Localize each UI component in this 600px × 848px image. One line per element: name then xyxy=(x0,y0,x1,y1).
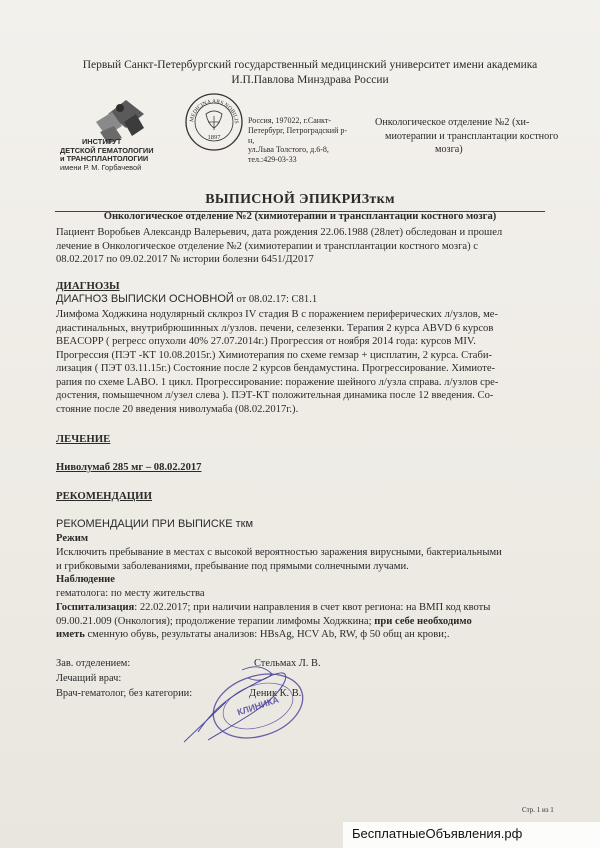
university-line-1: Первый Санкт-Петербургский государственный медицинский университет имени академика xyxy=(82,59,538,71)
diagnosis-line: рапия по схеме LABO. 1 цикл. Прогрессирование: поражение шейного л/узла справа. л/узлов сре- xyxy=(56,376,499,388)
department-line: мозга) xyxy=(435,144,463,155)
patient-info xyxy=(56,226,556,267)
university-line-2: И.П.Павлова Минздрава России xyxy=(231,74,389,86)
page-number: Стр. 1 из 1 xyxy=(522,806,554,814)
patient-line: Пациент Воробьев Александр Валерьевич, дата рождения 22.06.1988 (28лет) обследован и прошел xyxy=(56,227,503,238)
diagnosis-line: лизация ( ПЭТ 03.11.15г.) Состояние после 2 курсов бендамустина. Прогрессирование. Химиоте- xyxy=(56,363,496,374)
regime-label: Режим xyxy=(56,533,89,544)
diagnosis-line: BEACOPP ( регресс опухоли 40% 27.07.2014г.) Прогрессия от ноября 2014 года: курсов MIV. xyxy=(56,336,476,347)
head-of-department-label: Зав. отделением: xyxy=(56,658,131,669)
institute-line: имени Р. М. Горбачевой xyxy=(60,162,142,172)
diagnosis-line: стояние после 20 введения ниволумаба (08.02.2017г.). xyxy=(56,403,299,415)
attending-physician-label: Лечащий врач: xyxy=(56,673,122,684)
department-line: Онкологическое отделение №2 (хи- xyxy=(375,117,530,128)
treatment-line: Ниволумаб 285 мг – 08.02.2017 xyxy=(56,462,202,473)
patient-line: лечение в Онкологическое отделение №2 (химиотерапии и трансплантации костного мозга) с xyxy=(56,240,478,252)
hospitalization-label: Госпитализация xyxy=(56,602,135,613)
diagnoses-heading: ДИАГНОЗЫ xyxy=(56,280,120,292)
institute-line: и ТРАНСПЛАНТОЛОГИИ xyxy=(60,154,149,164)
regime-text xyxy=(56,546,556,573)
patient-line: 08.02.2017 по 09.02.2017 № истории болезни 6451/Д2017 xyxy=(56,254,314,265)
hospitalization-line-3a: иметь xyxy=(56,629,85,640)
recommendations-heading: РЕКОМЕНДАЦИИ xyxy=(56,490,152,502)
diagnosis-text xyxy=(56,308,556,416)
diagnosis-line: Лимфома Ходжкина нодулярный склкроз IV стадия В с поражением периферических л/узлов, ме- xyxy=(56,309,499,320)
svg-text:MEDICINA ARS NOBILISSIMA xyxy=(184,92,239,124)
address-line: Россия, 197022, г.Санкт- xyxy=(248,116,331,125)
clinic-address xyxy=(248,116,348,165)
stamp-text: КЛИНИКА xyxy=(235,694,281,718)
department-line: миотерапии и трансплантации костного xyxy=(385,130,559,142)
diagnosis-main xyxy=(56,293,556,307)
diagnosis-main-date: от 08.02.17: С81.1 xyxy=(236,294,318,305)
address-line: тел.:429-03-33 xyxy=(248,155,297,165)
university-seal xyxy=(184,92,244,152)
diagnosis-line: диастинальных, внутрибрюшинных л/узлов. печени, селезенки. Терапия 2 курса ABVD 6 курсов xyxy=(56,322,494,334)
university-header xyxy=(40,58,580,88)
treatment-heading: ЛЕЧЕНИЕ xyxy=(56,433,111,445)
regime-line: Исключить пребывание в местах с высокой вероятностью заражения вирусными, бактериальными xyxy=(56,547,502,558)
watermark: БесплатныеОбъявления.рф xyxy=(352,826,523,841)
hospitalization-line-1: : 22.02.2017; при наличии направления в счет квот региона: на ВМП код квоты xyxy=(134,602,491,613)
seal-text: MEDICINA ARS NOBILIS xyxy=(189,98,240,124)
document-title: ВЫПИСНОЙ ЭПИКРИЗткм xyxy=(205,192,395,207)
institute-line: ИНСТИТУТ xyxy=(82,137,122,146)
hematologist-name: Деник К. В. xyxy=(249,688,302,699)
observation-label: Наблюдение xyxy=(56,574,115,585)
department-header xyxy=(375,116,575,157)
diagnosis-line: Прогрессия (ПЭТ -КТ 10.08.2015г.) Химиотерапия по схеме гемзар + цисплатин, 2 курса. Стаби- xyxy=(56,349,493,361)
hospitalization-line-2a: 09.00.21.009 (Онкология); продолжение терапии лимфомы Ходжкина; xyxy=(56,615,372,627)
diagnosis-main-label: ДИАГНОЗ ВЫПИСКИ ОСНОВНОЙ xyxy=(56,293,234,305)
hematologist-label: Врач-гематолог, без категории: xyxy=(56,688,193,699)
recommendations-subheading: РЕКОМЕНДАЦИИ ПРИ ВЫПИСКЕ ткм xyxy=(56,518,254,530)
head-of-department-name: Стельмах Л. В. xyxy=(254,658,321,669)
diagnosis-line: достения, помышечном л/узел слева ). ПЭТ-КТ положительная динамика после 12 введения. Со- xyxy=(56,390,494,401)
seal-year: 1897 xyxy=(207,134,221,141)
institute-name xyxy=(60,138,180,172)
department-heading: Онкологическое отделение №2 (химиотерапии и трансплантации костного мозга) xyxy=(103,211,497,222)
address-line: ул.Льва Толстого, д.6-8, xyxy=(248,145,329,155)
observation-text: гематолога: по месту жительства xyxy=(56,588,205,599)
hospitalization-block xyxy=(56,601,556,642)
regime-line: и грибковыми заболеваниями, пребывание под прямыми солнечными лучами. xyxy=(56,560,409,572)
clinic-stamp xyxy=(178,662,318,746)
hospitalization-line-3b: сменную обувь, результаты анализов: HBsAg, HCV Ab, RW, ф 50 общ ан крови;. xyxy=(87,629,450,640)
address-line: Петербург, Петроградский р-н, xyxy=(248,125,348,145)
hospitalization-line-2b: при себе необходимо xyxy=(374,615,472,627)
institute-line: ДЕТСКОЙ ГЕМАТОЛОГИИ xyxy=(60,145,154,155)
